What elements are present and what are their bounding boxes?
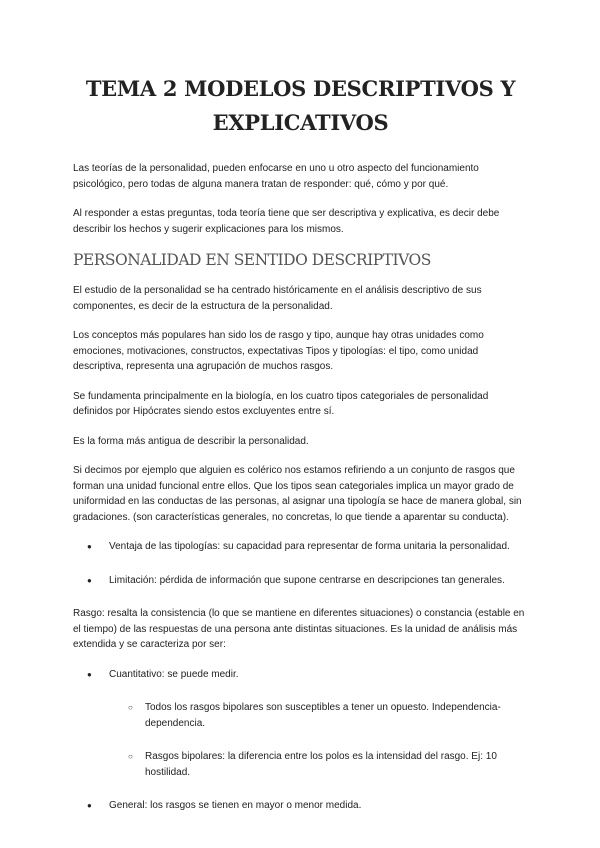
paragraph-rasgo: Rasgo: resalta la consistencia (lo que se mantiene en diferentes situaciones) o constancia (estable en el tiempo) de las respuestas de una persona ante distintas situaciones. Es la unidad de análisis más extendida y se caracteriza por ser: — [73, 608, 525, 650]
sub-bullet-bipolares-opuesto: ○ Todos los rasgos bipolares son susceptibles a tener un opuesto. Independencia-dependencia. — [73, 700, 528, 731]
document-title — [73, 72, 528, 140]
tipologias-list — [73, 539, 528, 588]
sub-bullet-bipolares-intensidad: ○ Rasgos bipolares: la diferencia entre los polos es la intensidad del rasgo. Ej: 10 hostilidad. — [73, 749, 528, 780]
title-line-1: TEMA 2 MODELOS DESCRIPTIVOS Y — [85, 76, 516, 101]
bullet-general: ● General: los rasgos se tienen en mayor o menor medida. — [73, 798, 528, 814]
paragraph-colerico: Si decimos por ejemplo que alguien es colérico nos estamos refiriendo a un conjunto de rasgos que forman una unidad funcional entre ellos. Que los tipos sean categoriales implica un mayor grado de uniformidad en las conductas de las personas, al asignar una tipología se hace de manera global, sin gradaciones. (son características generales, no concretas, lo que tiende a aparentar su conducta). — [73, 465, 522, 523]
title-line-2: EXPLICATIVOS — [212, 110, 389, 135]
bullet-cuantitativo: ● Cuantitativo: se puede medir. — [73, 667, 528, 683]
intro-paragraph-1: Las teorías de la personalidad, pueden enfocarse en uno u otro aspecto del funcionamiento psicológico, pero todas de alguna manera tratan de responder: qué, cómo y por qué. — [73, 163, 479, 190]
paragraph-fundamenta: Se fundamenta principalmente en la biología, en los cuatro tipos categoriales de personalidad definidos por Hipócrates siendo estos excluyentes entre sí. — [73, 390, 489, 417]
paragraph-conceptos: Los conceptos más populares han sido los de rasgo y tipo, aunque hay otras unidades como emociones, motivaciones, constructos, expectativas Tipos y tipologías: el tipo, como unidad descriptiva, representa una agrupación de muchos rasgos. — [73, 330, 484, 372]
section-heading: PERSONALIDAD EN SENTIDO DESCRIPTIVOS — [73, 251, 431, 269]
bullet-limitacion: ● Limitación: pérdida de información que supone centrarse en descripciones tan generales. — [73, 573, 528, 589]
paragraph-estudio: El estudio de la personalidad se ha centrado históricamente en el análisis descriptivo de sus componentes, es decir de la estructura de la personalidad. — [73, 285, 482, 312]
intro-paragraph-2: Al responder a estas preguntas, toda teoría tiene que ser descriptiva y explicativa, es decir debe describir los hechos y sugerir explicaciones para los mismos. — [73, 208, 500, 235]
rasgo-list — [73, 667, 528, 814]
bullet-ventaja: ● Ventaja de las tipologías: su capacidad para representar de forma unitaria la personalidad. — [73, 539, 528, 555]
paragraph-forma-antigua: Es la forma más antigua de describir la personalidad. — [73, 435, 309, 447]
